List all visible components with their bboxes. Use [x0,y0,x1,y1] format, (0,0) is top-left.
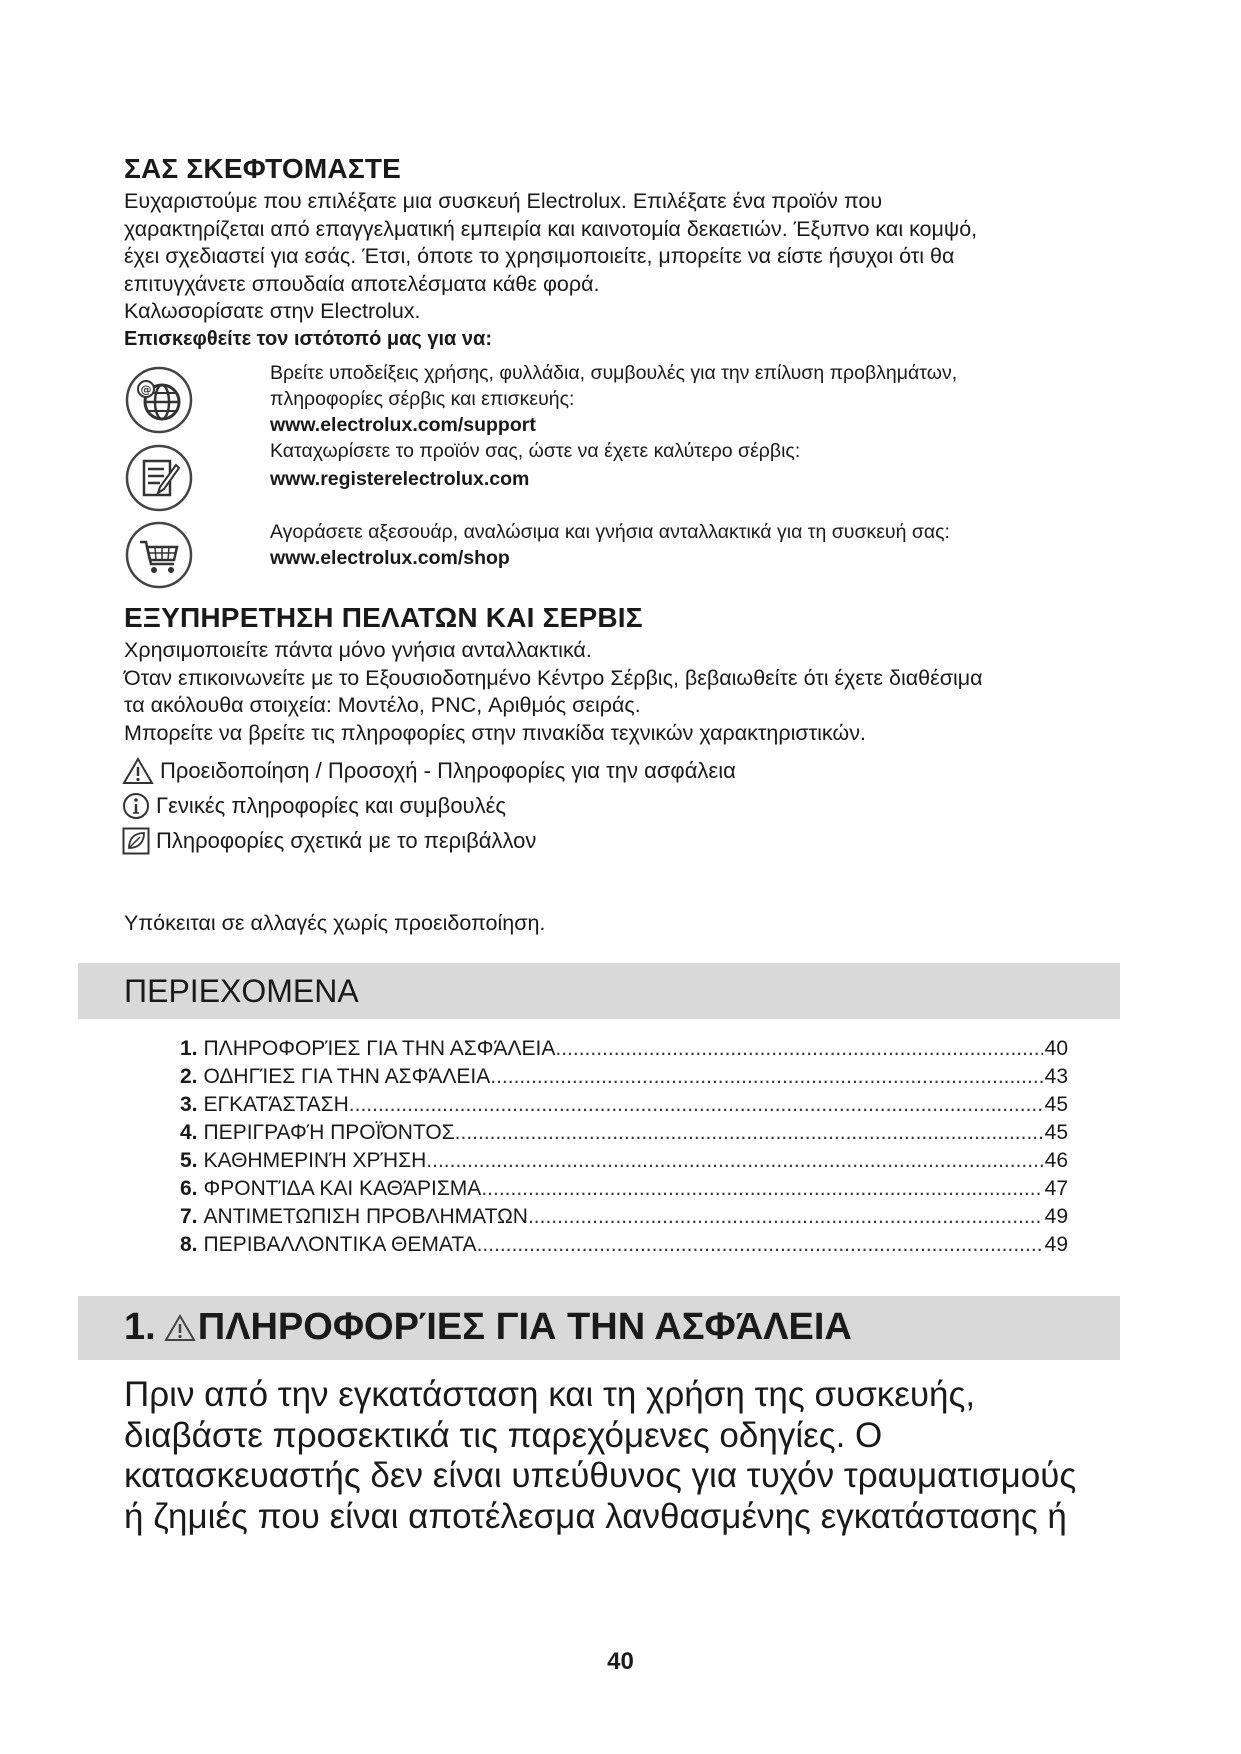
chapter-title-text: ΠΛΗΡΟΦΟΡΊΕΣ ΓΙΑ ΤΗΝ ΑΣΦΆΛΕΙΑ [197,1306,852,1348]
toc-header-bar [78,963,1120,1019]
toc-item-number: 5. [180,1149,198,1172]
chapter-line: διαβάστε προσεκτικά τις παρεχόμενες οδηγίες. Ο [124,1415,883,1455]
toc-leader-dots [349,1091,1043,1119]
toc-leader-dots [477,1231,1043,1259]
service-line: Μπορείτε να βρείτε τις πληροφορίες στην πινακίδα τεχνικών χαρακτηριστικών. [124,720,866,745]
register-document-icon [124,443,194,513]
chapter-number: 1. [124,1306,156,1348]
intro-line: Καλωσορίσατε στην Electrolux. [124,299,421,323]
chapter-header-bar [78,1296,1120,1360]
support-link[interactable]: www.electrolux.com/support [270,414,536,436]
shop-link[interactable]: www.electrolux.com/shop [270,547,510,569]
toc-item-label: ΟΔΗΓΊΕΣ ΓΙΑ ΤΗΝ ΑΣΦΆΛΕΙΑ [203,1065,491,1088]
legend-environment [122,827,536,855]
visit-shop-text [270,519,950,571]
chapter-line: Πριν από την εγκατάσταση και τη χρήση της συσκευής, [124,1375,976,1414]
visit-support-text [270,360,957,438]
toc-item-label: ΦΡΟΝΤΊΔΑ ΚΑΙ ΚΑΘΆΡΙΣΜΑ [203,1177,482,1200]
shopping-cart-icon [124,520,194,590]
intro-line: επιτυγχάνετε σπουδαία αποτελέσματα κάθε φορά. [124,271,600,296]
intro-line: έχει σχεδιαστεί για εσάς. Έτσι, όποτε το χρησιμοποιείτε, μπορείτε να είστε ήσυχοι ότι θα [124,244,955,268]
toc-leader-dots [555,1035,1042,1063]
leaf-icon [122,827,150,855]
intro-title: ΣΑΣ ΣΚΕΦΤΟΜΑΣΤΕ [124,153,402,184]
legend-warning [122,757,736,785]
intro-paragraph [124,188,1134,326]
toc-item-number: 8. [180,1233,198,1256]
legend-environment-label: Πληροφορίες σχετικά με το περιβάλλον [156,828,537,853]
toc-item[interactable] [180,1063,1068,1091]
visit-register-row [124,438,1124,518]
service-title: ΕΞΥΠΗΡΕΤΗΣΗ ΠΕΛΑΤΩΝ ΚΑΙ ΣΕΡΒΙΣ [124,602,643,633]
warning-icon [122,757,154,785]
toc-title: ΠΕΡΙΕΧΟΜΕΝΑ [124,973,359,1009]
disclaimer: Υπόκειται σε αλλαγές χωρίς προειδοποίηση. [124,911,546,935]
toc-item-label: ΑΝΤΙΜΕΤΩΠΙΣΗ ΠΡΟΒΛΗΜΑΤΩΝ [203,1205,528,1228]
toc-item-label: ΠΕΡΙΓΡΑΦΉ ΠΡΟΪΌΝΤΟΣ [203,1121,455,1144]
chapter-title [124,1306,852,1349]
toc-list [180,1035,1068,1259]
toc-item[interactable] [180,1203,1068,1231]
warning-icon [164,1314,196,1342]
toc-item-number: 1. [180,1037,198,1060]
toc-item-page: 40 [1044,1037,1068,1060]
toc-item-page: 43 [1044,1065,1068,1088]
legend-warning-label: Προειδοποίηση / Προσοχή - Πληροφορίες για την ασφάλεια [160,758,736,783]
legend-info [122,792,506,820]
toc-item-number: 2. [180,1065,198,1088]
chapter-line: κατασκευαστής δεν είναι υπεύθυνος για τυχόν τραυματισμούς [124,1456,1077,1495]
toc-item-page: 45 [1044,1093,1068,1116]
page-number: 40 [607,1648,634,1675]
chapter-intro-paragraph [124,1375,1134,1537]
legend-info-label: Γενικές πληροφορίες και συμβουλές [156,793,506,818]
toc-item[interactable] [180,1119,1068,1147]
toc-item-label: ΚΑΘΗΜΕΡΙΝΉ ΧΡΉΣΗ [203,1149,427,1172]
toc-item-number: 4. [180,1121,198,1144]
info-icon [122,792,150,820]
visit-shop-row [124,515,1124,595]
service-line: Χρησιμοποιείτε πάντα μόνο γνήσια ανταλλακτικά. [124,638,592,662]
toc-item-label: ΕΓΚΑΤΆΣΤΑΣΗ [203,1093,349,1116]
visit-support-row [124,360,1124,440]
service-line: τα ακόλουθα στοιχεία: Μοντέλο, PNC, Αριθμός σειράς. [124,693,641,717]
toc-item-number: 3. [180,1093,198,1116]
toc-item-number: 6. [180,1177,198,1200]
toc-item-page: 47 [1044,1177,1068,1200]
register-description: Καταχωρίσετε το προϊόν σας, ώστε να έχετε καλύτερο σέρβις: [270,440,801,462]
chapter-line: ή ζημιές που είναι αποτέλεσμα λανθασμένης εγκατάστασης ή [124,1496,1067,1536]
toc-leader-dots [528,1203,1043,1231]
shop-description: Αγοράσετε αξεσουάρ, αναλώσιμα και γνήσια ανταλλακτικά για τη συσκευή σας: [270,521,950,543]
toc-item-page: 46 [1044,1149,1068,1172]
service-line: Όταν επικοινωνείτε με το Εξουσιοδοτημένο Κέντρο Σέρβις, βεβαιωθείτε ότι έχετε διαθέσιμα [124,665,983,690]
toc-item-number: 7. [180,1205,198,1228]
svg-text:@: @ [140,383,152,396]
support-description: Βρείτε υποδείξεις χρήσης, φυλλάδια, συμβουλές για την επίλυση προβλημάτων, [270,362,958,384]
visit-heading: Επισκεφθείτε τον ιστότοπό μας για να: [124,328,492,350]
toc-item[interactable] [180,1231,1068,1259]
intro-line: Ευχαριστούμε που επιλέξατε μια συσκευή Electrolux. Επιλέξατε ένα προϊόν που [124,189,883,213]
toc-leader-dots [426,1147,1042,1175]
register-link[interactable]: www.registerelectrolux.com [270,468,530,490]
toc-item-page: 45 [1044,1121,1068,1144]
service-paragraph [124,637,1134,747]
visit-register-text [270,438,800,492]
toc-item-page: 49 [1044,1205,1068,1228]
toc-item[interactable] [180,1175,1068,1203]
toc-item-page: 49 [1044,1233,1068,1256]
globe-icon [124,365,194,435]
toc-leader-dots [455,1119,1043,1147]
toc-item[interactable] [180,1035,1068,1063]
toc-item-label: ΠΕΡΙΒΑΛΛΟΝΤΙΚΑ ΘΕΜΑΤΑ [203,1233,477,1256]
toc-item[interactable] [180,1147,1068,1175]
support-description: πληροφορίες σέρβις και επισκευής: [270,388,575,410]
toc-item-label: ΠΛΗΡΟΦΟΡΊΕΣ ΓΙΑ ΤΗΝ ΑΣΦΆΛΕΙΑ [203,1037,556,1060]
toc-leader-dots [481,1175,1042,1203]
intro-line: χαρακτηρίζεται από επαγγελματική εμπειρία και καινοτομία δεκαετιών. Έξυπνο και κομψό, [124,216,978,241]
toc-leader-dots [490,1063,1042,1091]
toc-item[interactable] [180,1091,1068,1119]
